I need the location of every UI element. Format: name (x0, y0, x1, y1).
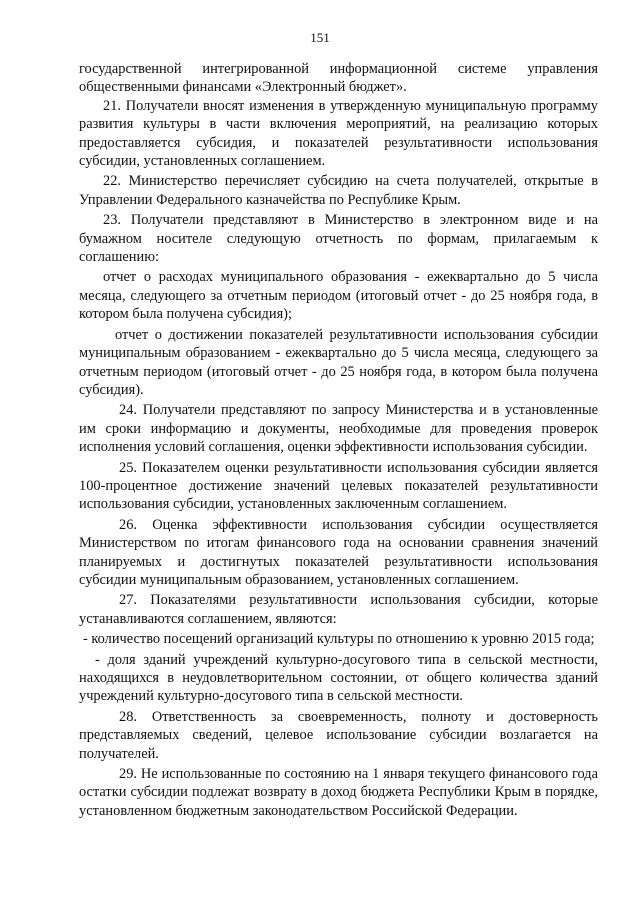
paragraph-27-item-1: - количество посещений организаций культуры по отношению к уровню 2015 года; (83, 631, 595, 648)
paragraph-23: 23. Получатели представляют в Министерство в электронном виде и на бумажном носителе следующую отчетность по формам, прилагаемым к соглашению: (79, 212, 598, 266)
paragraph-29: 29. Не использованные по состоянию на 1 января текущего финансового года остатки субсидии подлежат возврату в доход бюджета Республики Крым в порядке, установленном бюджетным законодательством Российской Федерации. (79, 766, 598, 819)
page-number: 151 (310, 30, 330, 45)
paragraph-28: 28. Ответственность за своевременность, полноту и достоверность представляемых сведений, целевое использование субсидии возлагается на получателей. (79, 708, 598, 762)
paragraph-23-item-2: отчет о достижении показателей результативности использования субсидии муниципальным образованием - ежеквартально до 5 числа месяца, следующего за отчетным периодом (итоговый отчет - до 25 ноября года, в котором была получена субсидия). (79, 326, 598, 398)
paragraph-continuation: государственной интегрированной информационной системе управления общественными финансами «Электронный бюджет». (79, 61, 598, 96)
paragraph-22: 22. Министерство перечисляет субсидию на счета получателей, открытые в Управлении Федерального казначейства по Республике Крым. (79, 173, 598, 208)
paragraph-27: 27. Показателями результативности использования субсидии, которые устанавливаются соглашением, являются: (79, 592, 598, 627)
paragraph-21: 21. Получатели вносят изменения в утвержденную муниципальную программу развития культуры в части включения мероприятий, на реализацию которых предоставляется субсидия, и показателей результативности использования субсидии, установленных соглашением. (79, 97, 598, 170)
paragraph-25: 25. Показателем оценки результативности использования субсидии является 100-процентное достижение значений целевых показателей результативности использования субсидии, установленных заключенным соглашением. (79, 459, 598, 513)
document-body (79, 60, 598, 820)
paragraph-27-item-2: - доля зданий учреждений культурно-досугового типа в сельской местности, находящихся в неудовлетворительном состоянии, от общего количества зданий учреждений культурно-досугового типа в сельской местности. (79, 651, 598, 705)
paragraph-24: 24. Получатели представляют по запросу Министерства и в установленные им сроки информацию и документы, необходимые для проведения проверок исполнения условий соглашения, оценки эффективности использования субсидии. (79, 402, 598, 456)
paragraph-23-item-1: отчет о расходах муниципального образования - ежеквартально до 5 числа месяца, следующего за отчетным периодом (итоговый отчет - до 25 ноября года, в котором была получена субсидия); (79, 269, 598, 323)
paragraph-26: 26. Оценка эффективности использования субсидии осуществляется Министерством по итогам финансового года на основании сравнения значений планируемых и достигнутых показателей результативности использования субсидии муниципальным образованием, установленных соглашением. (79, 516, 598, 588)
